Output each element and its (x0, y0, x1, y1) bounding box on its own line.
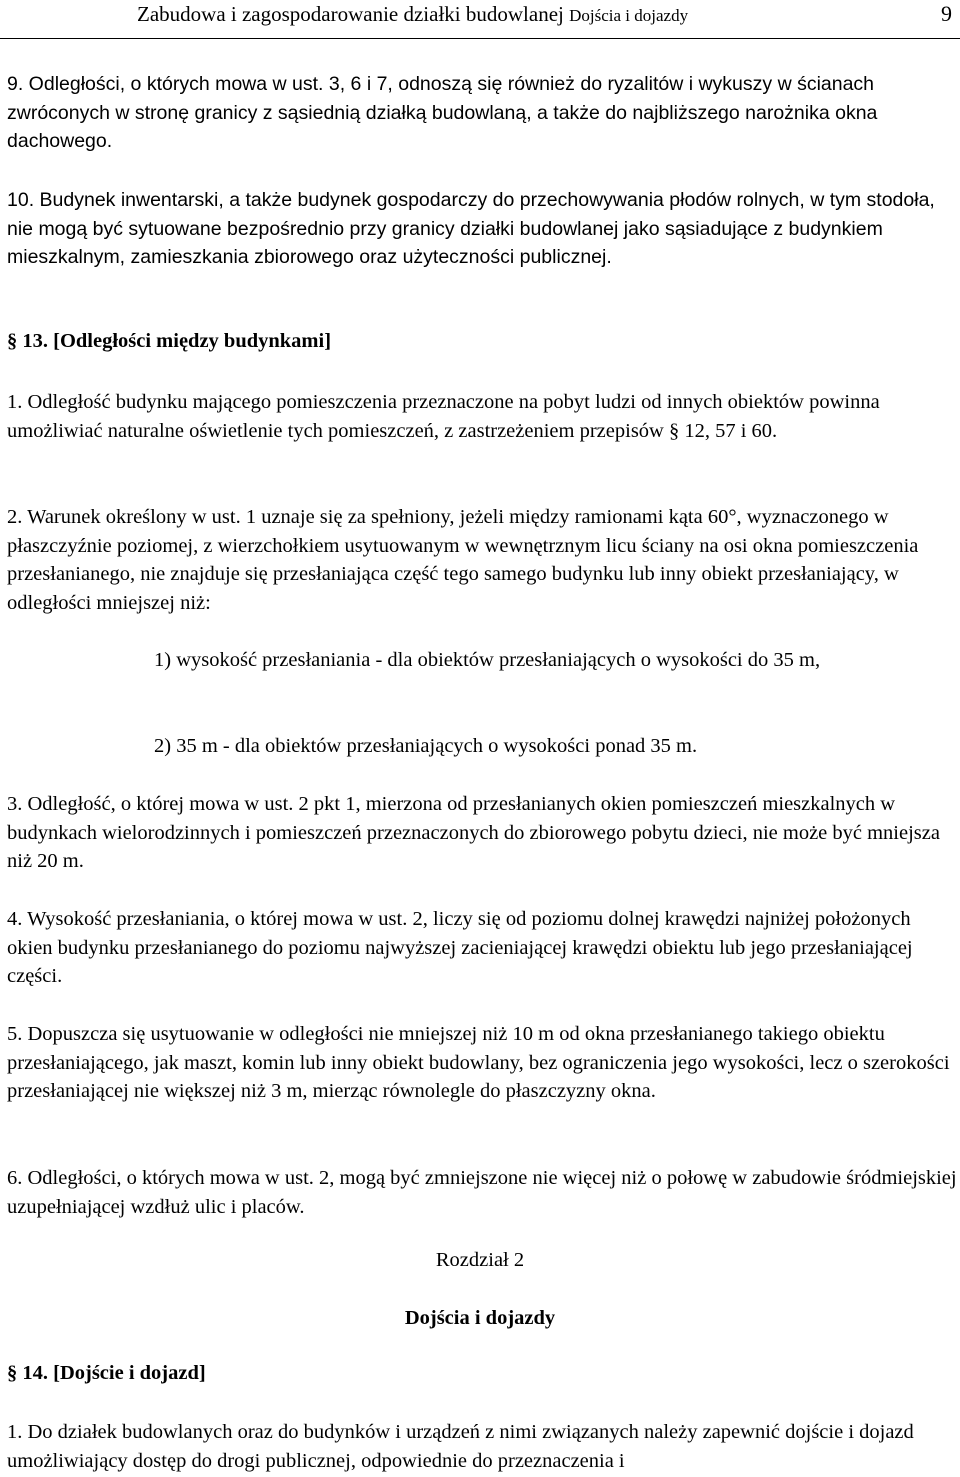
paragraph-9: 9. Odległości, o których mowa w ust. 3, 6 i 7, odnoszą się również do ryzalitów i wykuszy w ścianach zwróconych w stronę granicy z sąsiednią działką budowlaną, a także do najbliższego narożnika okna dachowego. (7, 73, 878, 152)
chapter-label: Rozdział 2 (435, 1249, 525, 1271)
header-section-title: Dojścia i dojazdy (569, 6, 689, 25)
section-13-paragraph-3: 3. Odległość, o której mowa w ust. 2 pkt 1, mierzona od przesłanianych okien pomieszczeń mieszkalnych w budynkach wielorodzinnych i pomieszczeń przeznaczonych do zbiorowego pobytu dzieci, nie może być mniejsza niż 20 m. (7, 793, 940, 872)
chapter-title: Dojścia i dojazdy (404, 1307, 556, 1329)
header-title (137, 2, 688, 27)
section-13-paragraph-5: 5. Dopuszcza się usytuowanie w odległości nie mniejszej niż 10 m od okna przesłanianego takiego obiektu przesłaniającego, jak maszt, komin lub inny obiekt budowlany, bez ograniczenia jego wysokości, lecz o szerokości przesłaniającej nie większej niż 3 m, mierząc równolegle do płaszczyzny okna. (7, 1023, 950, 1102)
section-14-paragraph-1: 1. Do działek budowlanych oraz do budynków i urządzeń z nimi związanych należy zapewnić dojście i dojazd umożliwiający dostęp do drogi publicznej, odpowiednie do przeznaczenia i (7, 1421, 914, 1472)
section-13-list-item-1: 1) wysokość przesłaniania - dla obiektów przesłaniających o wysokości do 35 m, (154, 649, 821, 671)
section-14-heading: § 14. [Dojście i dojazd] (7, 1362, 206, 1384)
section-13-paragraph-6: 6. Odległości, o których mowa w ust. 2, mogą być zmniejszone nie więcej niż o połowę w zabudowie śródmiejskiej uzupełniającej wzdłuż ulic i placów. (7, 1167, 957, 1218)
paragraph-10: 10. Budynek inwentarski, a także budynek gospodarczy do przechowywania płodów rolnych, w tym stodoła, nie mogą być sytuowane bezpośrednio przy granicy działki budowlanej jako sąsiadujące z budynkiem mieszkalnym, zamieszkania zbiorowego oraz użyteczności publicznej. (7, 189, 935, 268)
header-document-title: Zabudowa i zagospodarowanie działki budowlanej (137, 2, 564, 26)
running-header (0, 0, 960, 39)
section-13-paragraph-2: 2. Warunek określony w ust. 1 uznaje się za spełniony, jeżeli między ramionami kąta 60°, wyznaczonego w płaszczyźnie poziomej, z wierzchołkiem usytuowanym w wewnętrznym licu ściany na osi okna pomieszczenia przesłanianego, nie znajduje się przesłaniająca część tego samego budynku lub inny obiekt przesłaniający, w odległości mniejszej niż: (7, 506, 919, 614)
section-13-heading: § 13. [Odległości między budynkami] (7, 330, 332, 352)
page-number: 9 (941, 1, 952, 26)
section-13-paragraph-4: 4. Wysokość przesłaniania, o której mowa w ust. 2, liczy się od poziomu dolnej krawędzi najniżej położonych okien budynku przesłanianego do poziomu najwyższej zacieniającej krawędzi obiektu lub jego przesłaniającej części. (7, 908, 913, 987)
section-13-list-item-2: 2) 35 m - dla obiektów przesłaniających o wysokości ponad 35 m. (154, 735, 698, 757)
section-13-paragraph-1: 1. Odległość budynku mającego pomieszczenia przeznaczone na pobyt ludzi od innych obiektów powinna umożliwiać naturalne oświetlenie tych pomieszczeń, z zastrzeżeniem przepisów § 12, 57 i 60. (7, 391, 880, 442)
